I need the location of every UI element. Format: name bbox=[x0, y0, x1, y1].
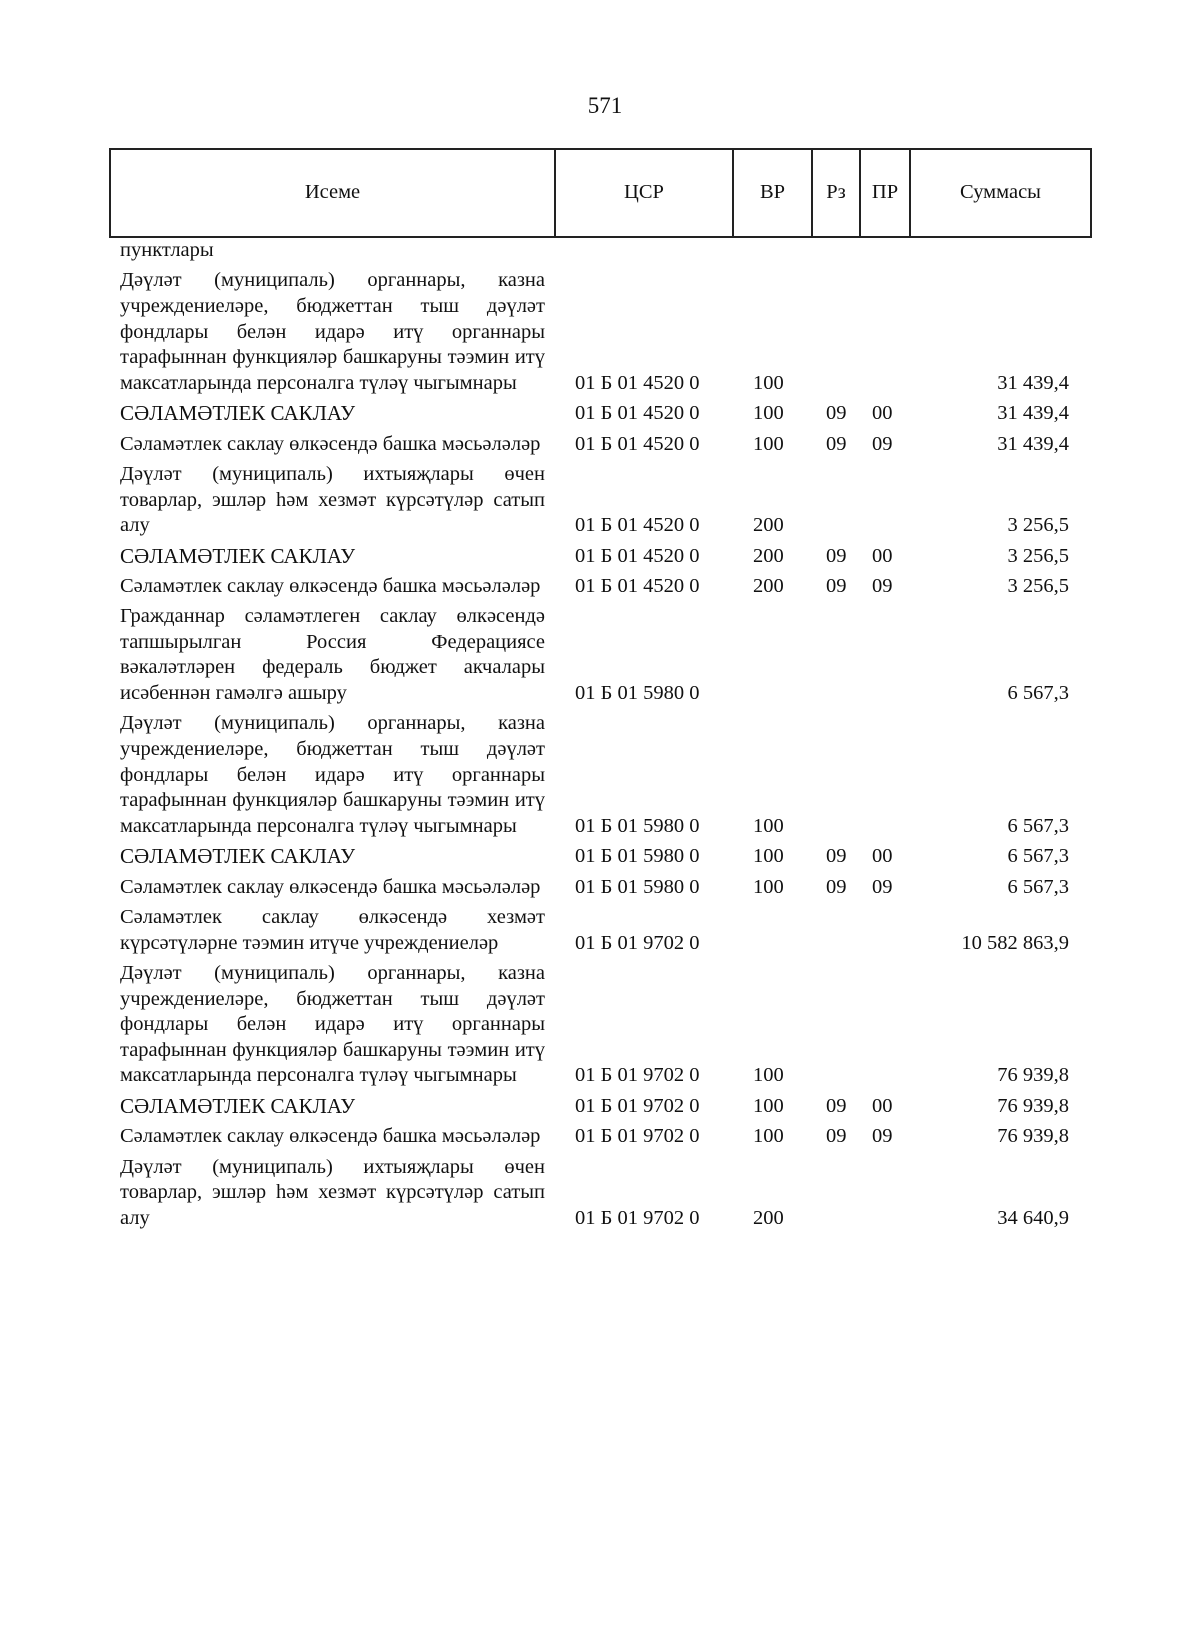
cell-rz bbox=[812, 600, 860, 707]
cell-pr bbox=[860, 457, 910, 539]
cell-vr: 200 bbox=[753, 574, 784, 597]
cell-pr bbox=[860, 707, 910, 840]
cell-rz: 09 bbox=[826, 1125, 847, 1148]
table-row bbox=[110, 1150, 1091, 1232]
cell-rz bbox=[812, 264, 860, 397]
cell-sum: 3 256,5 bbox=[1007, 574, 1069, 597]
cell-csr: 01 Б 01 4520 0 bbox=[575, 574, 700, 597]
cell-vr: 200 bbox=[753, 544, 784, 567]
cell-sum: 3 256,5 bbox=[1007, 514, 1069, 537]
table-row bbox=[110, 396, 1091, 426]
cell-vr: 200 bbox=[753, 514, 784, 537]
table-body bbox=[110, 237, 1091, 1231]
cell-pr bbox=[860, 1150, 910, 1232]
cell-pr: 00 bbox=[872, 402, 893, 425]
table-row bbox=[110, 600, 1091, 707]
cell-name: Гражданнар сәламәтлеген саклау өлкәсендә тапшырылган Россия Федерациясе вәкаләтләрен федераль бюджет акчалары исәбеннән гамәлгә ашыру bbox=[120, 605, 545, 705]
cell-sum: 31 439,4 bbox=[997, 432, 1069, 455]
cell-vr: 200 bbox=[753, 1206, 784, 1229]
cell-rz: 09 bbox=[826, 875, 847, 898]
cell-sum: 76 939,8 bbox=[997, 1094, 1069, 1117]
cell-sum: 6 567,3 bbox=[1007, 875, 1069, 898]
budget-table bbox=[109, 148, 1092, 1231]
cell-sum: 34 640,9 bbox=[997, 1206, 1069, 1229]
cell-vr: 100 bbox=[753, 845, 784, 868]
cell-csr bbox=[555, 237, 733, 264]
cell-csr: 01 Б 01 5980 0 bbox=[575, 682, 700, 705]
page-number: 571 bbox=[587, 93, 623, 118]
cell-name: Дәүләт (муниципаль) органнары, казна учреждениеләре, бюджеттан тыш дәүләт фондлары белән идарә итү органнары тарафыннан функцияләр башкаруны тәэмин итү максатларында персоналга түләү чыгымнары bbox=[120, 269, 545, 394]
cell-pr: 09 bbox=[872, 432, 893, 455]
cell-name: Дәүләт (муниципаль) органнары, казна учреждениеләре, бюджеттан тыш дәүләт фондлары белән идарә итү органнары тарафыннан функцияләр башкаруны тәэмин итү максатларында персоналга түләү чыгымнары bbox=[120, 712, 545, 837]
table-row bbox=[110, 457, 1091, 539]
cell-pr: 09 bbox=[872, 875, 893, 898]
cell-sum: 6 567,3 bbox=[1007, 682, 1069, 705]
cell-vr: 100 bbox=[753, 1125, 784, 1148]
cell-vr: 100 bbox=[753, 402, 784, 425]
cell-name: Дәүләт (муниципаль) ихтыяҗлары өчен товарлар, эшләр һәм хезмәт күрсәтүләр сатып алу bbox=[120, 1155, 545, 1229]
cell-name: СӘЛАМӘТЛЕК САКЛАУ bbox=[120, 1093, 356, 1118]
cell-rz: 09 bbox=[826, 544, 847, 567]
cell-sum: 76 939,8 bbox=[997, 1125, 1069, 1148]
cell-name: пунктлары bbox=[120, 239, 214, 261]
cell-sum: 6 567,3 bbox=[1007, 845, 1069, 868]
cell-vr: 100 bbox=[753, 371, 784, 394]
cell-csr: 01 Б 01 9702 0 bbox=[575, 1094, 700, 1117]
cell-rz: 09 bbox=[826, 845, 847, 868]
cell-pr bbox=[860, 600, 910, 707]
cell-pr bbox=[860, 264, 910, 397]
cell-vr: 100 bbox=[753, 1094, 784, 1117]
cell-rz bbox=[812, 707, 860, 840]
cell-name: СӘЛАМӘТЛЕК САКЛАУ bbox=[120, 844, 356, 869]
table-row bbox=[110, 539, 1091, 569]
table-row bbox=[110, 264, 1091, 397]
table-row bbox=[110, 839, 1091, 869]
cell-name: СӘЛАМӘТЛЕК САКЛАУ bbox=[120, 543, 356, 568]
table-header bbox=[110, 149, 1091, 237]
cell-pr: 09 bbox=[872, 574, 893, 597]
cell-csr: 01 Б 01 4520 0 bbox=[575, 544, 700, 567]
cell-rz bbox=[812, 457, 860, 539]
table-row bbox=[110, 427, 1091, 457]
cell-sum: 6 567,3 bbox=[1007, 814, 1069, 837]
table-row bbox=[110, 870, 1091, 900]
header-vr: ВР bbox=[733, 149, 812, 237]
cell-pr bbox=[860, 900, 910, 956]
header-rz: Рз bbox=[812, 149, 860, 237]
cell-pr: 00 bbox=[872, 845, 893, 868]
cell-csr: 01 Б 01 9702 0 bbox=[575, 1125, 700, 1148]
cell-pr: 00 bbox=[872, 1094, 893, 1117]
cell-vr bbox=[733, 900, 812, 956]
cell-csr: 01 Б 01 5980 0 bbox=[575, 814, 700, 837]
cell-name: Сәламәтлек саклау өлкәсендә башка мәсьәләләр bbox=[120, 432, 541, 455]
cell-vr: 100 bbox=[753, 875, 784, 898]
table-row bbox=[110, 569, 1091, 599]
cell-sum: 31 439,4 bbox=[997, 402, 1069, 425]
header-csr: ЦСР bbox=[555, 149, 733, 237]
header-sum: Суммасы bbox=[910, 149, 1091, 237]
cell-pr bbox=[860, 956, 910, 1089]
cell-csr: 01 Б 01 9702 0 bbox=[575, 931, 700, 954]
header-pr: ПР bbox=[860, 149, 910, 237]
cell-csr: 01 Б 01 4520 0 bbox=[575, 402, 700, 425]
cell-name: Дәүләт (муниципаль) ихтыяҗлары өчен товарлар, эшләр һәм хезмәт күрсәтүләр сатып алу bbox=[120, 462, 545, 537]
cell-csr: 01 Б 01 9702 0 bbox=[575, 1206, 700, 1229]
cell-vr: 100 bbox=[753, 1064, 784, 1087]
cell-csr: 01 Б 01 5980 0 bbox=[575, 845, 700, 868]
cell-csr: 01 Б 01 9702 0 bbox=[575, 1064, 700, 1087]
cell-name: Сәламәтлек саклау өлкәсендә башка мәсьәләләр bbox=[120, 875, 541, 898]
table-row bbox=[110, 1119, 1091, 1149]
cell-pr: 09 bbox=[872, 1125, 893, 1148]
cell-csr: 01 Б 01 4520 0 bbox=[575, 432, 700, 455]
cell-name: Сәламәтлек саклау өлкәсендә башка мәсьәләләр bbox=[120, 574, 541, 597]
cell-sum: 76 939,8 bbox=[997, 1064, 1069, 1087]
cell-sum: 10 582 863,9 bbox=[961, 931, 1069, 954]
cell-name: СӘЛАМӘТЛЕК САКЛАУ bbox=[120, 401, 356, 426]
table-row bbox=[110, 707, 1091, 840]
cell-name: Дәүләт (муниципаль) органнары, казна учреждениеләре, бюджеттан тыш дәүләт фондлары белән идарә итү органнары тарафыннан функцияләр башкаруны тәэмин итү максатларында персоналга түләү чыгымнары bbox=[120, 962, 545, 1087]
cell-rz bbox=[812, 237, 860, 264]
table-row bbox=[110, 237, 1091, 264]
cell-pr bbox=[860, 237, 910, 264]
cell-pr: 00 bbox=[872, 544, 893, 567]
cell-name: Сәламәтлек саклау өлкәсендә хезмәт күрсәтүләрне тәэмин итүче учреждениеләр bbox=[120, 906, 545, 954]
cell-rz bbox=[812, 956, 860, 1089]
cell-sum: 3 256,5 bbox=[1007, 544, 1069, 567]
cell-sum: 31 439,4 bbox=[997, 371, 1069, 394]
cell-vr: 100 bbox=[753, 432, 784, 455]
cell-rz: 09 bbox=[826, 432, 847, 455]
cell-vr bbox=[733, 600, 812, 707]
table-row bbox=[110, 1089, 1091, 1119]
cell-rz: 09 bbox=[826, 402, 847, 425]
cell-rz: 09 bbox=[826, 1094, 847, 1117]
cell-vr bbox=[733, 237, 812, 264]
cell-vr: 100 bbox=[753, 814, 784, 837]
cell-sum bbox=[910, 237, 1091, 264]
table-row bbox=[110, 900, 1091, 956]
cell-csr: 01 Б 01 5980 0 bbox=[575, 875, 700, 898]
cell-rz bbox=[812, 1150, 860, 1232]
cell-rz bbox=[812, 900, 860, 956]
table-row bbox=[110, 956, 1091, 1089]
header-name: Исеме bbox=[110, 149, 555, 237]
cell-name: Сәламәтлек саклау өлкәсендә башка мәсьәләләр bbox=[120, 1125, 541, 1148]
cell-csr: 01 Б 01 4520 0 bbox=[575, 514, 700, 537]
cell-csr: 01 Б 01 4520 0 bbox=[575, 371, 700, 394]
cell-rz: 09 bbox=[826, 574, 847, 597]
